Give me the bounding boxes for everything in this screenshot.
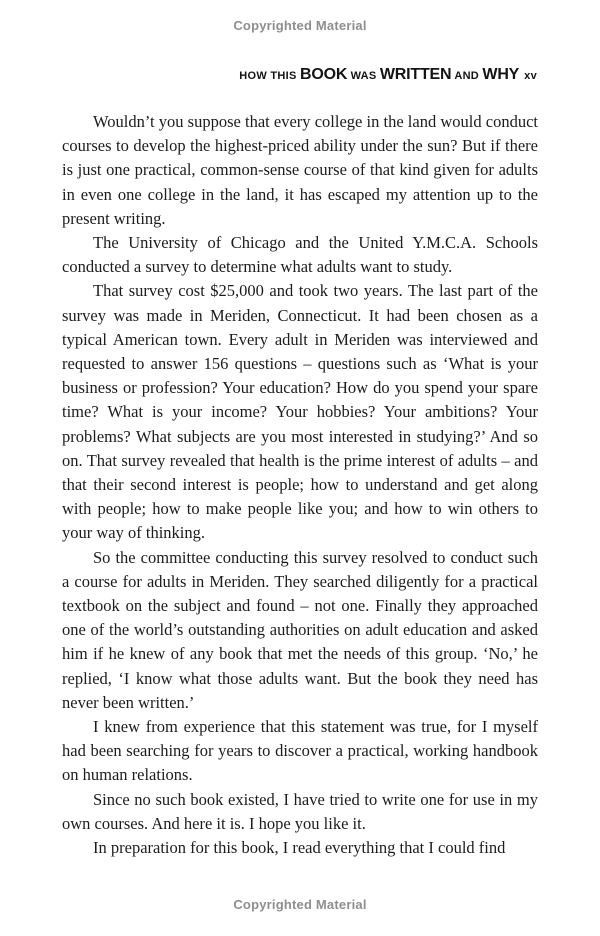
copyright-notice-bottom: Copyrighted Material (233, 897, 367, 912)
running-head-segment: WHY (482, 66, 520, 83)
running-head (62, 66, 537, 84)
running-head-segment: WAS (347, 70, 380, 82)
running-head-segment: WRITTEN (379, 66, 452, 83)
page-number: xv (524, 70, 537, 82)
running-head-segment: HOW THIS (239, 70, 301, 82)
paragraph: So the committee conducting this survey resolved to conduct such a course for adults in Meriden. They searched diligently for a practical textbook on the subject and found – not one. Finally they approached one of the world’s outstanding authorities on adult education and asked him if he knew of any book that met the needs of this group. ‘No,’ he replied, ‘I know what those adults want. But the book they need has never been written.’ (62, 547, 538, 712)
page-body (62, 110, 538, 860)
running-head-segment: AND (451, 70, 483, 82)
paragraph: I knew from experience that this statement was true, for I myself had been searching for years to discover a practical, working handbook on human relations. (62, 717, 538, 785)
paragraph: The University of Chicago and the United Y.M.C.A. Schools conducted a survey to determine what adults want to study. (62, 233, 538, 277)
copyright-notice-top: Copyrighted Material (233, 18, 367, 33)
paragraph: In preparation for this book, I read everything that I could find (93, 838, 506, 858)
paragraph: Since no such book existed, I have tried to write one for use in my own courses. And here it is. I hope you like it. (62, 789, 538, 833)
running-head-segment: BOOK (300, 66, 348, 83)
paragraph: Wouldn’t you suppose that every college in the land would conduct courses to develop the highest-priced ability under the sun? But if there is just one practical, common-sense course of that kind given for adults in even one college in the land, it has escaped my attention up to the present writing. (62, 112, 538, 228)
paragraph: That survey cost $25,000 and took two years. The last part of the survey was made in Meriden, Connecticut. It had been chosen as a typical American town. Every adult in Meriden was interviewed and requested to answer 156 questions – questions such as ‘What is your business or profession? Your education? How do you spend your spare time? What is your income? Your hobbies? Your ambitions? Your problems? What subjects are you most interested in studying?’ And so on. That survey revealed that health is the prime interest of adults – and that their second interest is people; how to understand and get along with people; how to make people like you; and how to win others to your way of thinking. (62, 281, 538, 543)
